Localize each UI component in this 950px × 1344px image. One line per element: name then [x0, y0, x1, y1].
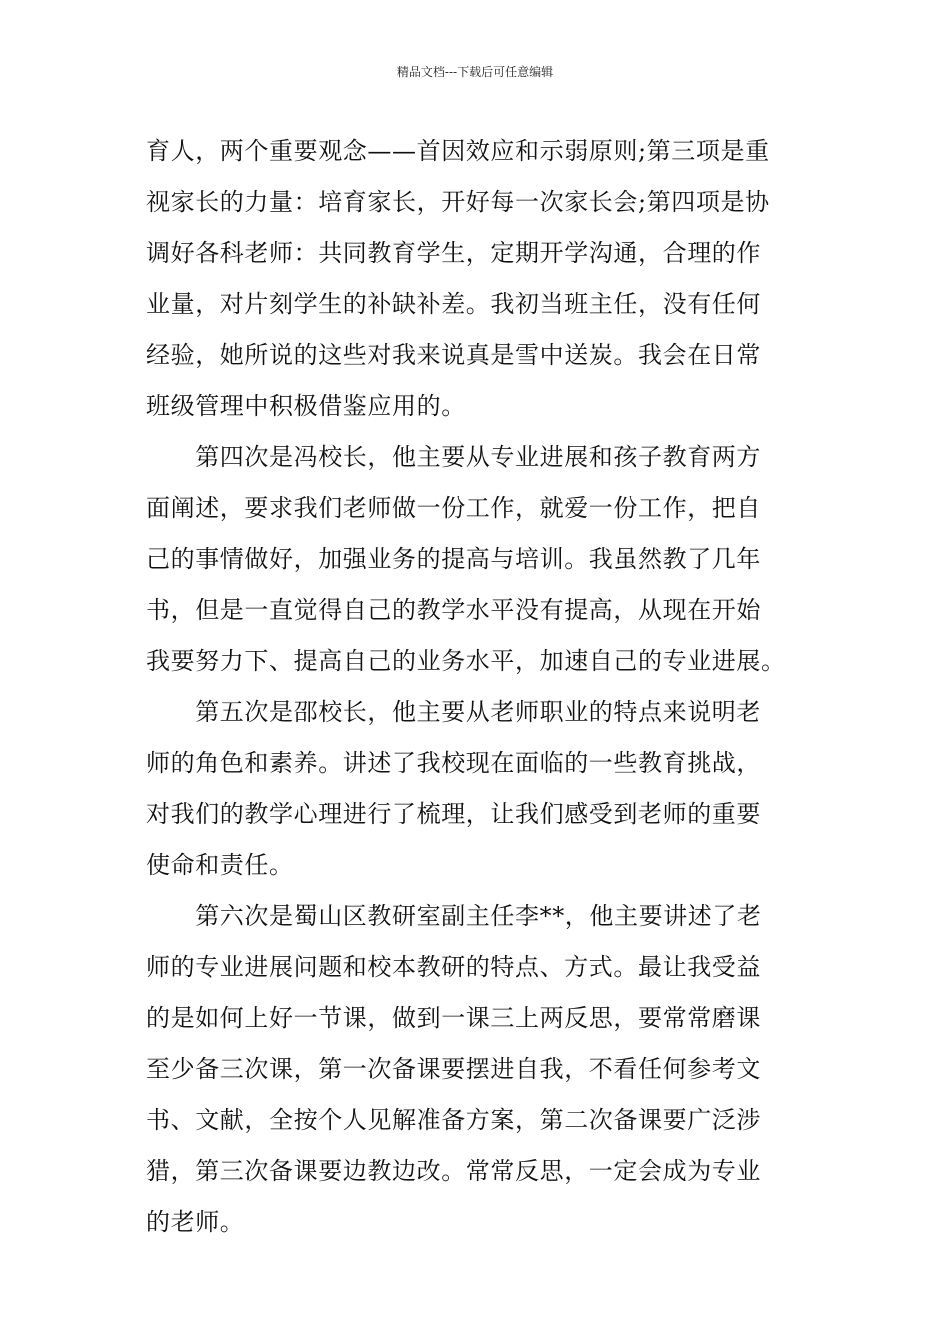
paragraph-continuation: 育人，两个重要观念——首因效应和示弱原则;第三项是重 视家长的力量：培育家长，开好每一次家长会;第四项是协 调好各科老师：共同教育学生，定期开学沟通，合理的作 业量，对片刻学生的补缺补差。我初当班主任，没有任何 经验，她所说的这些对我来说真是雪中送炭。我会在日常 班级管理中积极借鉴应用的。 — [146, 137, 770, 420]
document-body — [146, 126, 806, 1248]
paragraph-fifth-lecture: 第五次是邵校长，他主要从老师职业的特点来说明老 师的角色和素养。讲述了我校现在面临的一些教育挑战， 对我们的教学心理进行了梳理，让我们感受到老师的重要 使命和责任。 — [146, 698, 761, 879]
paragraph-sixth-lecture: 第六次是蜀山区教研室副主任李**，他主要讲述了老 师的专业进展问题和校本教研的特点、方式。最让我受益 的是如何上好一节课，做到一课三上两反思，要常常磨课 至少备三次课，第一次备课要摆进自我，不看任何参考文 书、文献，全按个人见解准备方案，第二次备课要广泛涉 猎，第三次备课要边教边改。常常反思，一定会成为专业 的老师。 — [146, 902, 762, 1236]
paragraph-fourth-lecture: 第四次是冯校长，他主要从专业进展和孩子教育两方 面阐述，要求我们老师做一份工作，就爱一份工作，把自 己的事情做好，加强业务的提高与培训。我虽然教了几年 书，但是一直觉得自己的教学水平没有提高，从现在开始 我要努力下、提高自己的业务水平，加速自己的专业进展。 — [146, 443, 786, 675]
page-header: 精品文档---下载后可任意编辑 — [396, 65, 554, 79]
